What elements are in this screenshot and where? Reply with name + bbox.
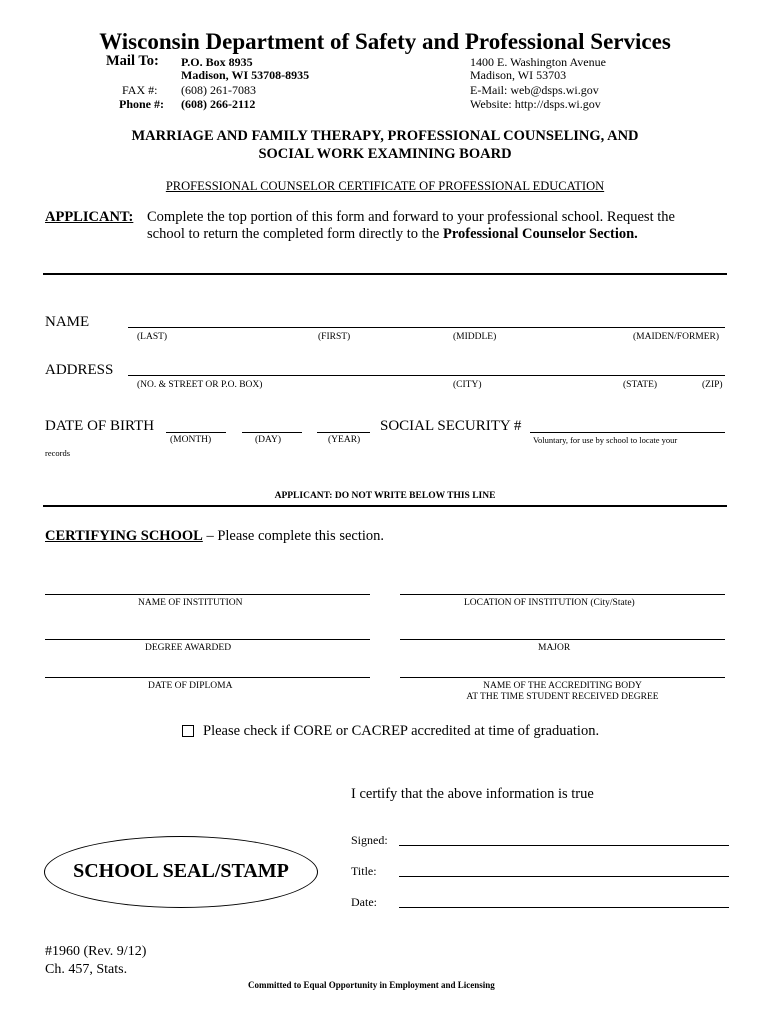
page-title: Wisconsin Department of Safety and Professional Services: [99, 29, 671, 54]
accrediting-body-caption-1: NAME OF THE ACCREDITING BODY: [483, 681, 642, 691]
title-label: Title:: [351, 864, 377, 878]
certifying-school-heading: [45, 528, 384, 545]
accrediting-body-field[interactable]: [400, 677, 725, 678]
accredited-checkbox-label: Please check if CORE or CACREP accredited at time of graduation.: [203, 723, 600, 739]
title-field[interactable]: [399, 876, 729, 877]
date-label: Date:: [351, 895, 377, 909]
board-line-2: SOCIAL WORK EXAMINING BOARD: [258, 146, 512, 162]
phone-label: Phone #:: [119, 97, 164, 111]
degree-awarded-field[interactable]: [45, 639, 370, 640]
po-box: P.O. Box 8935: [181, 55, 253, 69]
professional-counselor-section: Professional Counselor Section.: [442, 226, 638, 242]
address-state-caption: (STATE): [623, 380, 658, 390]
date-field[interactable]: [399, 907, 729, 908]
ssn-label: SOCIAL SECURITY #: [380, 418, 522, 434]
address-field[interactable]: [128, 375, 725, 376]
equal-opportunity-notice: Committed to Equal Opportunity in Employment and Licensing: [248, 980, 495, 990]
address-city-caption: (CITY): [453, 380, 482, 390]
signed-label: Signed:: [351, 833, 388, 847]
certify-statement: I certify that the above information is true: [351, 786, 594, 802]
email-line: E-Mail: web@dsps.wi.gov: [470, 83, 599, 97]
ssn-note-continued: records: [45, 448, 71, 458]
dob-year-caption: (YEAR): [328, 435, 361, 445]
dob-label: DATE OF BIRTH: [45, 418, 155, 434]
institution-location-field[interactable]: [400, 594, 725, 595]
name-middle-caption: (MIDDLE): [453, 332, 497, 342]
section-divider-bottom: [43, 505, 727, 507]
ssn-note: Voluntary, for use by school to locate your: [533, 435, 678, 445]
signature-field[interactable]: [399, 845, 729, 846]
institution-location-caption: LOCATION OF INSTITUTION (City/State): [464, 598, 635, 608]
form-number: #1960 (Rev. 9/12): [45, 944, 147, 959]
po-city: Madison, WI 53708-8935: [181, 68, 310, 82]
name-first-caption: (FIRST): [318, 332, 351, 342]
applicant-instructions-2-text: school to return the completed form directly to the: [147, 226, 443, 242]
street-city: Madison, WI 53703: [470, 68, 567, 82]
applicant-instructions-1: Complete the top portion of this form and forward to your professional school. Request the: [147, 209, 675, 225]
website-line: Website: http://dsps.wi.gov: [470, 97, 601, 111]
dob-day-caption: (DAY): [255, 435, 282, 445]
address-zip-caption: (ZIP): [702, 380, 723, 390]
board-line-1: MARRIAGE AND FAMILY THERAPY, PROFESSIONAL COUNSELING, AND: [131, 128, 639, 144]
dob-day-field[interactable]: [242, 432, 302, 433]
dob-month-caption: (MONTH): [170, 435, 212, 445]
name-maiden-caption: (MAIDEN/FORMER): [633, 332, 720, 342]
address-label: ADDRESS: [45, 362, 114, 378]
certifying-school-title: CERTIFYING SCHOOL: [45, 528, 203, 544]
fax-value: (608) 261-7083: [181, 83, 256, 97]
dob-month-field[interactable]: [166, 432, 226, 433]
fax-label: FAX #:: [122, 83, 158, 97]
name-field[interactable]: [128, 327, 725, 328]
street-address: 1400 E. Washington Avenue: [470, 55, 606, 69]
accredited-checkbox[interactable]: [182, 725, 194, 737]
major-field[interactable]: [400, 639, 725, 640]
do-not-write-notice: APPLICANT: DO NOT WRITE BELOW THIS LINE: [274, 491, 496, 501]
form-title: PROFESSIONAL COUNSELOR CERTIFICATE OF PROFESSIONAL EDUCATION: [165, 179, 605, 193]
applicant-instructions-2: [147, 226, 638, 243]
degree-awarded-caption: DEGREE AWARDED: [145, 643, 232, 653]
section-divider-top: [43, 273, 727, 275]
date-of-diploma-caption: DATE OF DIPLOMA: [148, 681, 233, 691]
phone-value: (608) 266-2112: [181, 97, 256, 111]
institution-name-caption: NAME OF INSTITUTION: [138, 598, 243, 608]
certifying-school-instruction: – Please complete this section.: [202, 528, 385, 544]
name-label: NAME: [45, 314, 90, 330]
major-caption: MAJOR: [538, 643, 571, 653]
accrediting-body-caption-2: AT THE TIME STUDENT RECEIVED DEGREE: [466, 692, 659, 702]
address-street-caption: (NO. & STREET OR P.O. BOX): [137, 380, 263, 390]
name-last-caption: (LAST): [137, 332, 168, 342]
dob-year-field[interactable]: [317, 432, 370, 433]
school-seal-label: SCHOOL SEAL/STAMP: [73, 860, 289, 882]
ssn-field[interactable]: [530, 432, 725, 433]
statute-reference: Ch. 457, Stats.: [45, 962, 128, 977]
institution-name-field[interactable]: [45, 594, 370, 595]
mail-to-label: Mail To:: [106, 53, 159, 69]
date-of-diploma-field[interactable]: [45, 677, 370, 678]
applicant-label: APPLICANT:: [45, 209, 134, 225]
